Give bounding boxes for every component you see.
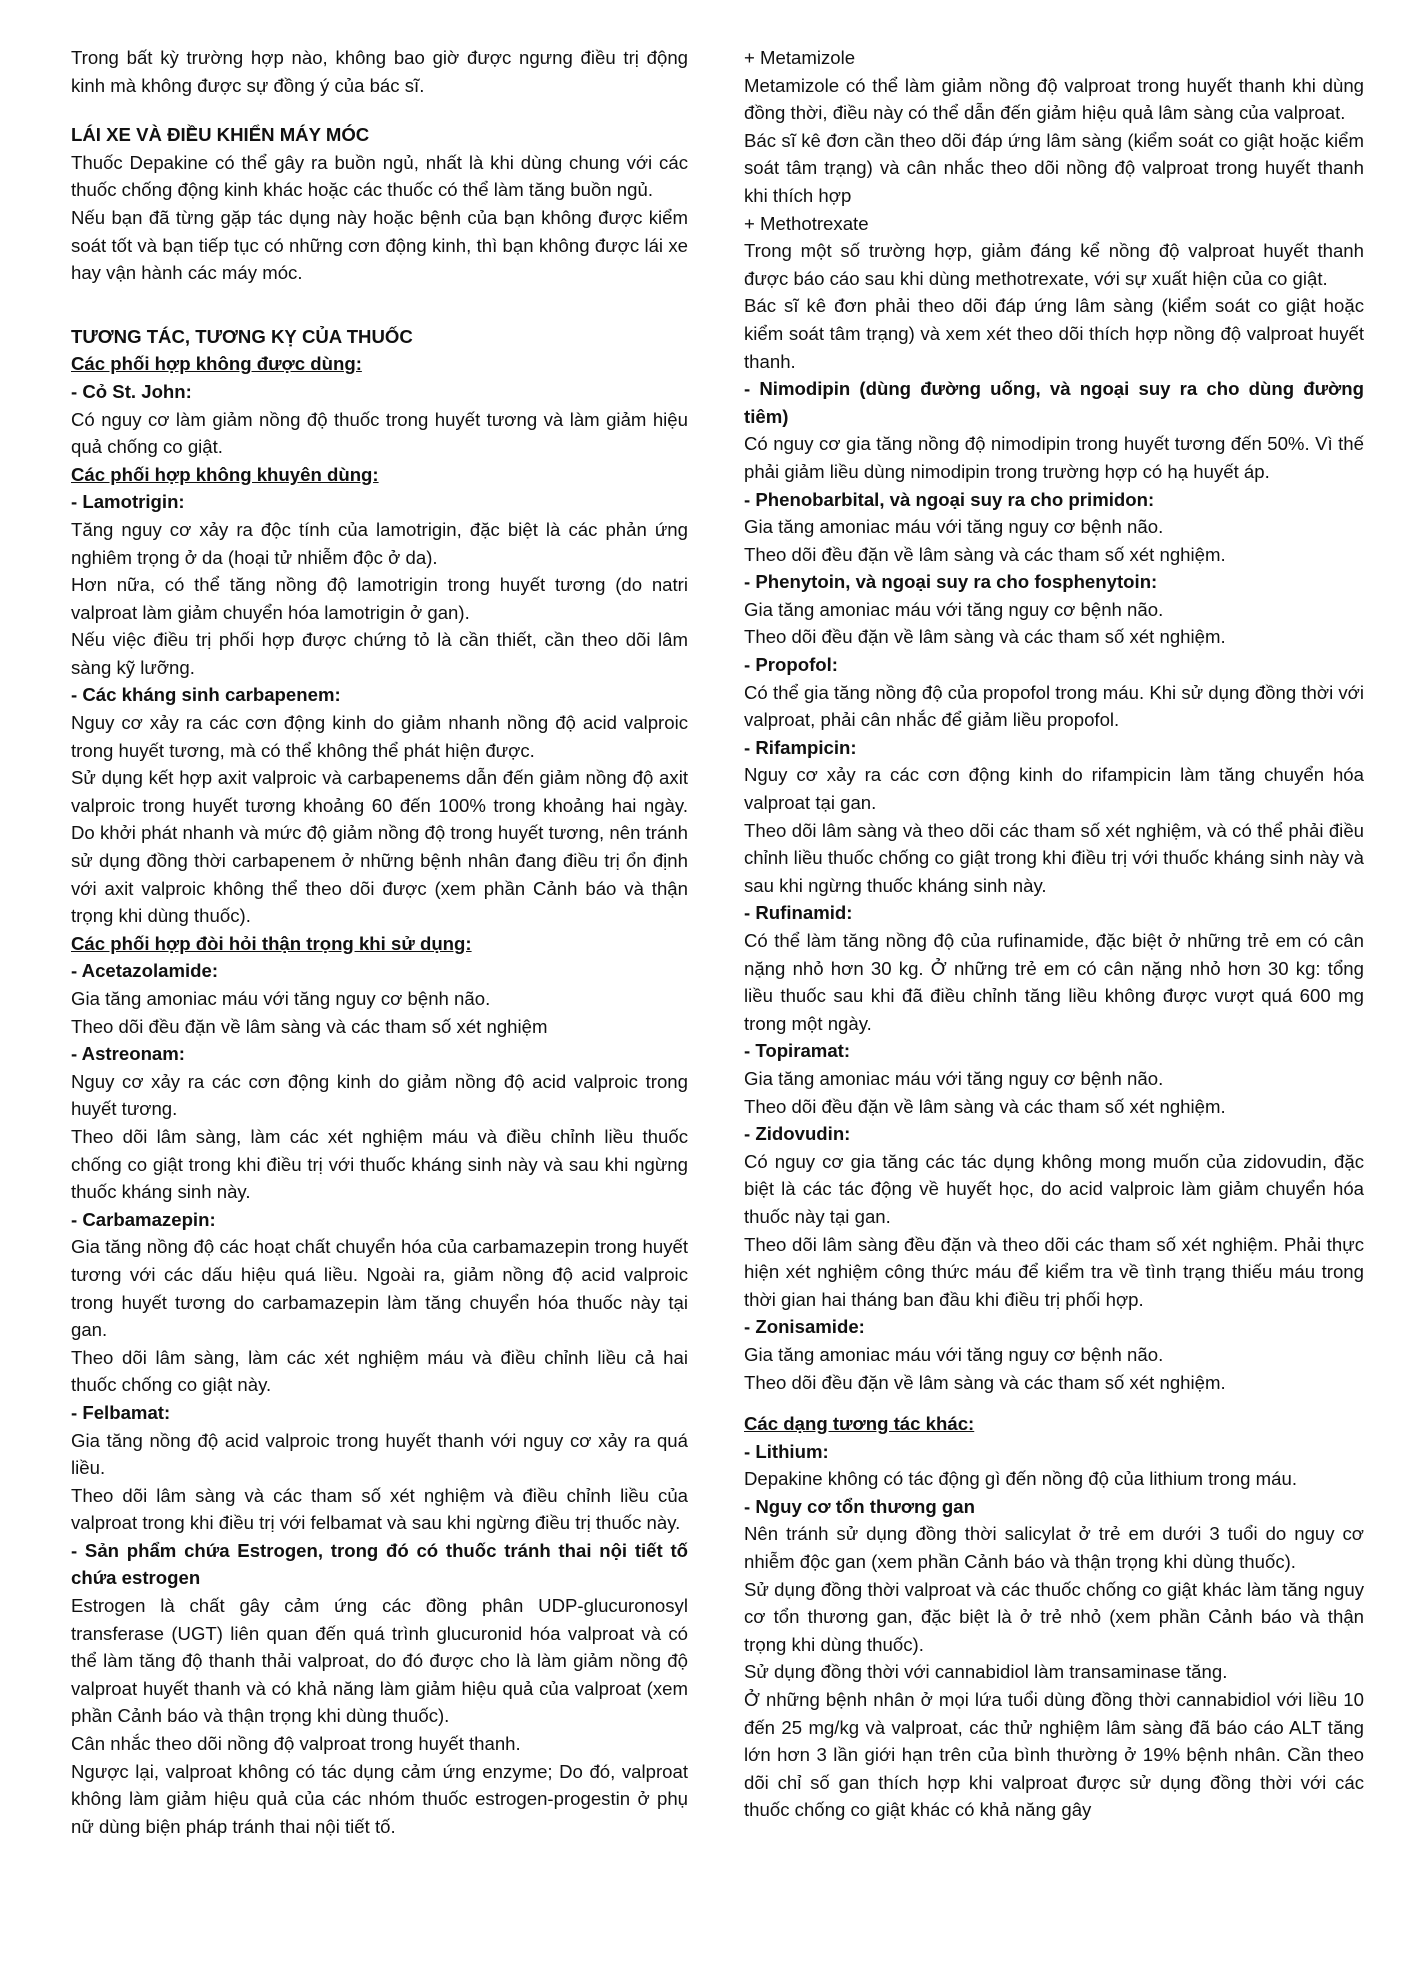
paragraph: + Metamizole	[744, 47, 856, 68]
drug-heading: - Các kháng sinh carbapenem:	[71, 684, 341, 706]
paragraph: Có thể gia tăng nồng độ của propofol trong máu. Khi sử dụng đồng thời với valproat, phải cân nhắc để giảm liều propofol.	[744, 681, 1364, 731]
spacer	[71, 99, 688, 121]
paragraph: Trong bất kỳ trường hợp nào, không bao giờ được ngưng điều trị động kinh mà không được sự đồng ý của bác sĩ.	[71, 47, 688, 96]
subsection-heading: Các phối hợp đòi hỏi thận trọng khi sử dụng:	[71, 932, 472, 954]
drug-heading: - Lamotrigin:	[71, 491, 185, 513]
drug-heading: - Sản phẩm chứa Estrogen, trong đó có thuốc tránh thai nội tiết tố chứa estrogen	[71, 1539, 688, 1589]
section-heading: TƯƠNG TÁC, TƯƠNG KỴ CỦA THUỐC	[71, 325, 413, 347]
paragraph: Depakine không có tác động gì đến nồng độ của lithium trong máu.	[744, 1468, 1298, 1490]
drug-heading: - Phenytoin, và ngoại suy ra cho fosphenytoin:	[744, 571, 1158, 593]
paragraph: Tăng nguy cơ xảy ra độc tính của lamotrigin, đặc biệt là các phản ứng nghiêm trọng ở da (hoại tử nhiễm độc ở da).	[71, 518, 688, 568]
paragraph: Thuốc Depakine có thể gây ra buồn ngủ, nhất là khi dùng chung với các thuốc chống động kinh khác hoặc các thuốc có thể làm tăng buồn ngủ.	[71, 151, 688, 201]
drug-heading: - Rufinamid:	[744, 902, 853, 924]
drug-heading: - Nguy cơ tổn thương gan	[744, 1495, 975, 1517]
paragraph: Nguy cơ xảy ra các cơn động kinh do giảm nhanh nồng độ acid valproic trong huyết tương, mà có thể không thể phát hiện được.	[71, 712, 688, 761]
paragraph: Estrogen là chất gây cảm ứng các đồng phân UDP-glucuronosyl transferase (UGT) liên quan đến quá trình glucuronid hóa valproat và có thể làm tăng độ thanh thải valproat, do đó được cho là làm giảm nồng độ valproat huyết thanh và có khả năng làm giảm hiệu quả của valproat (xem phần Cảnh báo và thận trọng khi dùng thuốc).	[71, 1595, 688, 1727]
paragraph: Theo dõi lâm sàng và theo dõi các tham số xét nghiệm, và có thể phải điều chỉnh liều thuốc chống co giật trong khi điều trị với thuốc kháng sinh này và sau khi ngừng thuốc kháng sinh này.	[744, 819, 1364, 896]
section-heading: LÁI XE VÀ ĐIỀU KHIỂN MÁY MÓC	[71, 124, 370, 146]
paragraph: Gia tăng amoniac máu với tăng nguy cơ bệnh não.	[744, 1343, 1164, 1365]
subsection-heading: Các phối hợp không khuyên dùng:	[71, 463, 379, 485]
drug-heading: - Carbamazepin:	[71, 1208, 216, 1230]
paragraph: Gia tăng amoniac máu với tăng nguy cơ bệnh não.	[744, 516, 1164, 538]
drug-heading: - Zidovudin:	[744, 1123, 851, 1145]
paragraph: Theo dõi đều đặn về lâm sàng và các tham số xét nghiệm.	[744, 1095, 1226, 1117]
drug-heading: - Cỏ St. John:	[71, 380, 192, 402]
paragraph: Theo dõi lâm sàng, làm các xét nghiệm máu và điều chỉnh liều thuốc chống co giật trong khi điều trị với thuốc kháng sinh này và sau khi ngừng thuốc kháng sinh này.	[71, 1125, 688, 1203]
spacer	[71, 287, 688, 309]
subsection-heading: Các dạng tương tác khác:	[744, 1413, 975, 1435]
drug-heading: - Topiramat:	[744, 1040, 851, 1062]
subsection-heading: Các phối hợp không được dùng:	[71, 353, 362, 375]
paragraph: Metamizole có thể làm giảm nồng độ valproat trong huyết thanh khi dùng đồng thời, điều này có thể dẫn đến giảm hiệu quả lâm sàng của valproat.	[744, 74, 1364, 124]
paragraph: Sử dụng đồng thời valproat và các thuốc chống co giật khác làm tăng nguy cơ tổn thương gan, đặc biệt là ở trẻ nhỏ (xem phần Cảnh báo và thận trọng khi dùng thuốc).	[744, 1578, 1364, 1655]
paragraph: Gia tăng amoniac máu với tăng nguy cơ bệnh não.	[744, 598, 1164, 620]
drug-heading: - Lithium:	[744, 1440, 829, 1462]
paragraph: Nếu việc điều trị phối hợp được chứng tỏ là cần thiết, cần theo dõi lâm sàng kỹ lưỡng.	[71, 629, 688, 678]
paragraph: Có thể làm tăng nồng độ của rufinamide, đặc biệt ở những trẻ em có cân nặng nhỏ hơn 30 kg. Ở những trẻ em có cân nặng nhỏ hơn 30 kg: tổng liều thuốc sau khi đã điều chỉnh tăng liều không được vượt quá 600 mg trong một ngày.	[744, 930, 1364, 1034]
drug-heading: - Zonisamide:	[744, 1316, 865, 1338]
paragraph: Theo dõi đều đặn về lâm sàng và các tham số xét nghiệm.	[744, 626, 1226, 648]
drug-heading: - Phenobarbital, và ngoại suy ra cho primidon:	[744, 488, 1155, 510]
spacer	[71, 309, 688, 323]
paragraph: + Methotrexate	[744, 212, 869, 234]
paragraph: Theo dõi lâm sàng, làm các xét nghiệm máu và điều chỉnh liều cả hai thuốc chống co giật này.	[71, 1346, 688, 1396]
drug-heading: - Astreonam:	[71, 1043, 185, 1065]
paragraph: Nên tránh sử dụng đồng thời salicylat ở trẻ em dưới 3 tuổi do nguy cơ nhiễm độc gan (xem phần Cảnh báo và thận trọng khi dùng thuốc).	[744, 1523, 1364, 1573]
paragraph: Ngược lại, valproat không có tác dụng cảm ứng enzyme; Do đó, valproat không làm giảm hiệu quả của các nhóm thuốc estrogen-progestin ở phụ nữ dùng biện pháp tránh thai nội tiết tố.	[71, 1760, 688, 1837]
paragraph: Sử dụng đồng thời với cannabidiol làm transaminase tăng.	[744, 1661, 1228, 1683]
paragraph: Nguy cơ xảy ra các cơn động kinh do giảm nồng độ acid valproic trong huyết tương.	[71, 1070, 688, 1120]
paragraph: Theo dõi đều đặn về lâm sàng và các tham số xét nghiệm	[71, 1015, 548, 1037]
drug-heading: - Felbamat:	[71, 1401, 171, 1423]
paragraph: Bác sĩ kê đơn cần theo dõi đáp ứng lâm sàng (kiểm soát co giật hoặc kiểm soát tâm trạng) và cân nhắc theo dõi nồng độ valproat trong huyết thanh khi thích hợp	[744, 129, 1364, 206]
paragraph: Trong một số trường hợp, giảm đáng kể nồng độ valproat huyết thanh được báo cáo sau khi dùng methotrexate, với sự xuất hiện của co giật.	[744, 240, 1364, 289]
spacer	[744, 1396, 1364, 1410]
paragraph: Nếu bạn đã từng gặp tác dụng này hoặc bệnh của bạn không được kiểm soát tốt và bạn tiếp tục có những cơn động kinh, thì bạn không được lái xe hay vận hành các máy móc.	[71, 206, 688, 284]
paragraph: Gia tăng amoniac máu với tăng nguy cơ bệnh não.	[744, 1067, 1164, 1089]
paragraph: Ở những bệnh nhân ở mọi lứa tuổi dùng đồng thời cannabidiol với liều 10 đến 25 mg/kg và valproat, các thử nghiệm lâm sàng đã báo cáo ALT tăng lớn hơn 3 lần giới hạn trên của bình thường ở 19% bệnh nhân. Cần theo dõi chỉ số gan thích hợp khi valproat được sử dụng đồng thời với các thuốc chống co giật khác có khả năng gây	[744, 1689, 1364, 1821]
paragraph: Bác sĩ kê đơn phải theo dõi đáp ứng lâm sàng (kiểm soát co giật hoặc kiểm soát tâm trạng) và xem xét theo dõi thích hợp nồng độ valproat huyết thanh.	[744, 295, 1364, 372]
paragraph: Gia tăng nồng độ các hoạt chất chuyển hóa của carbamazepin trong huyết tương với các dấu hiệu quá liều. Ngoài ra, giảm nồng độ acid valproic trong huyết tương do carbamazepin làm tăng chuyển hóa thuốc này tại gan.	[71, 1236, 688, 1341]
paragraph: Gia tăng amoniac máu với tăng nguy cơ bệnh não.	[71, 988, 491, 1009]
left-column	[71, 44, 688, 1840]
right-column	[744, 44, 1364, 1824]
paragraph: Hơn nữa, có thể tăng nồng độ lamotrigin trong huyết tương (do natri valproat làm giảm chuyển hóa lamotrigin ở gan).	[71, 574, 688, 623]
drug-heading: - Propofol:	[744, 654, 838, 676]
paragraph: Có nguy cơ gia tăng nồng độ nimodipin trong huyết tương đến 50%. Vì thế phải giảm liều dùng nimodipin trong trường hợp có hạ huyết áp.	[744, 433, 1364, 482]
paragraph: Gia tăng nồng độ acid valproic trong huyết thanh với nguy cơ xảy ra quá liều.	[71, 1429, 688, 1479]
drug-heading: - Acetazolamide:	[71, 960, 219, 982]
paragraph: Theo dõi lâm sàng đều đặn và theo dõi các tham số xét nghiệm. Phải thực hiện xét nghiệm công thức máu để kiểm tra về tình trạng thiếu máu trong thời gian hai tháng ban đầu khi điều trị phối hợp.	[744, 1233, 1364, 1310]
paragraph: Theo dõi đều đặn về lâm sàng và các tham số xét nghiệm.	[744, 1371, 1226, 1393]
paragraph: Theo dõi lâm sàng và các tham số xét nghiệm và điều chỉnh liều của valproat trong khi điều trị với felbamat và sau khi ngừng điều trị thuốc này.	[71, 1484, 688, 1534]
drug-heading: - Rifampicin:	[744, 736, 857, 758]
paragraph: Theo dõi đều đặn về lâm sàng và các tham số xét nghiệm.	[744, 543, 1226, 565]
drug-heading: - Nimodipin (dùng đường uống, và ngoại suy ra cho dùng đường tiêm)	[744, 378, 1364, 427]
paragraph: Có nguy cơ làm giảm nồng độ thuốc trong huyết tương và làm giảm hiệu quả chống co giật.	[71, 408, 688, 458]
paragraph: Cân nhắc theo dõi nồng độ valproat trong huyết thanh.	[71, 1733, 521, 1755]
paragraph: Có nguy cơ gia tăng các tác dụng không mong muốn của zidovudin, đặc biệt là các tác động về huyết học, do acid valproic làm giảm chuyển hóa thuốc này tại gan.	[744, 1150, 1364, 1227]
paragraph: Nguy cơ xảy ra các cơn động kinh do rifampicin làm tăng chuyển hóa valproat tại gan.	[744, 764, 1364, 814]
paragraph: Sử dụng kết hợp axit valproic và carbapenems dẫn đến giảm nồng độ axit valproic trong huyết tương khoảng 60 đến 100% trong khoảng hai ngày. Do khởi phát nhanh và mức độ giảm nồng độ trong huyết tương, nên tránh sử dụng đồng thời carbapenem ở những bệnh nhân đang điều trị ổn định với axit valproic không thể theo dõi được (xem phần Cảnh báo và thận trọng khi dùng thuốc).	[71, 767, 688, 927]
